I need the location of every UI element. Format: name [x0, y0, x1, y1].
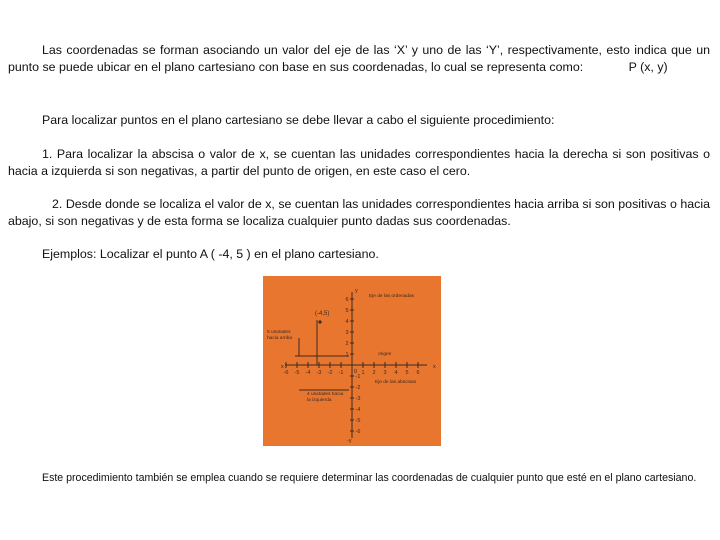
- coordinate-formula: P (x, y): [628, 60, 668, 74]
- point-a-label: (-4,5): [315, 311, 330, 317]
- paragraph-coordinates-text: Las coordenadas se forman asociando un valor del eje de las ‘X’ y uno de las ‘Y’, respectivamente, esto indica que un punto se puede ubicar en el plano cartesiano con base en sus coordenadas, lo cual se representa como:: [8, 43, 710, 74]
- y-tick-label: 4: [345, 319, 349, 325]
- y-axis-title: Eje de las ordenadas: [369, 294, 415, 299]
- units-up-label: 5 unidades hacia arriba: [267, 330, 293, 341]
- x-axis-title: Eje de las abscisas: [375, 380, 417, 385]
- paragraph-closing-text: Este procedimiento también se emplea cuando se requiere determinar las coordenadas de cualquier punto que esté en el plano cartesiano.: [42, 472, 697, 484]
- paragraph-procedure-intro-text: Para localizar puntos en el plano cartesiano se debe llevar a cabo el siguiente procedimiento:: [42, 113, 555, 127]
- paragraph-step-2-text: 2. Desde donde se localiza el valor de x, se cuentan las unidades correspondientes hacia arriba si son positivas o hacia abajo, si son negativas y de esta forma se localiza cualquier punto dadas sus coordenadas.: [8, 197, 710, 228]
- neg-y-axis-label: -y: [347, 438, 352, 444]
- x-tick-label: 1: [361, 370, 365, 376]
- y-tick-label: -4: [355, 407, 361, 413]
- origin-zero-label: 0: [354, 369, 358, 375]
- origin-label: origen: [378, 352, 392, 357]
- x-tick-label: 6: [416, 370, 420, 376]
- y-axis-label: y: [355, 288, 358, 294]
- y-tick-label: 5: [345, 308, 349, 314]
- units-left-annotation: [307, 392, 347, 408]
- y-tick-label: -6: [355, 429, 361, 435]
- paragraph-example: [8, 246, 710, 263]
- y-tick-label: -1: [355, 374, 361, 380]
- units-up-annotation: [267, 330, 301, 346]
- paragraph-step-1-text: 1. Para localizar la abscisa o valor de x, se cuentan las unidades correspondientes hacia la derecha si son positivas o hacia a izquierda si son negativas, a partir del punto de origen, en este caso el cero.: [8, 147, 710, 178]
- neg-x-axis-label: x: [281, 364, 284, 370]
- x-tick-label: 2: [372, 370, 376, 376]
- x-tick-label: 3: [383, 370, 387, 376]
- x-tick-label: 5: [405, 370, 409, 376]
- point-a-marker: [318, 320, 321, 323]
- paragraph-procedure-intro: [8, 112, 710, 129]
- x-tick-label: 4: [394, 370, 398, 376]
- x-axis-label: x: [433, 364, 436, 370]
- y-tick-label: 6: [345, 297, 349, 303]
- y-tick-label: 1: [345, 352, 349, 358]
- cartesian-plane-figure: [263, 276, 441, 446]
- y-tick-label: 2: [345, 341, 349, 347]
- y-tick-label: -3: [355, 396, 361, 402]
- paragraph-closing: [8, 470, 710, 486]
- paragraph-example-text: Ejemplos: Localizar el punto A ( -4, 5 ) en el plano cartesiano.: [42, 247, 379, 261]
- x-tick-label: -2: [327, 370, 333, 376]
- x-tick-label: -5: [294, 370, 300, 376]
- units-left-label: 4 unidades hacia la izquierda: [307, 392, 344, 403]
- paragraph-coordinates: [8, 42, 710, 76]
- y-tick-label: -2: [355, 385, 361, 391]
- x-tick-label: -3: [316, 370, 322, 376]
- y-tick-label: -5: [355, 418, 361, 424]
- x-tick-label: -1: [338, 370, 344, 376]
- y-tick-label: 3: [345, 330, 349, 336]
- paragraph-step-1: [8, 146, 710, 180]
- x-tick-label: -4: [305, 370, 311, 376]
- paragraph-step-2: [8, 196, 710, 230]
- x-tick-label: -6: [283, 370, 289, 376]
